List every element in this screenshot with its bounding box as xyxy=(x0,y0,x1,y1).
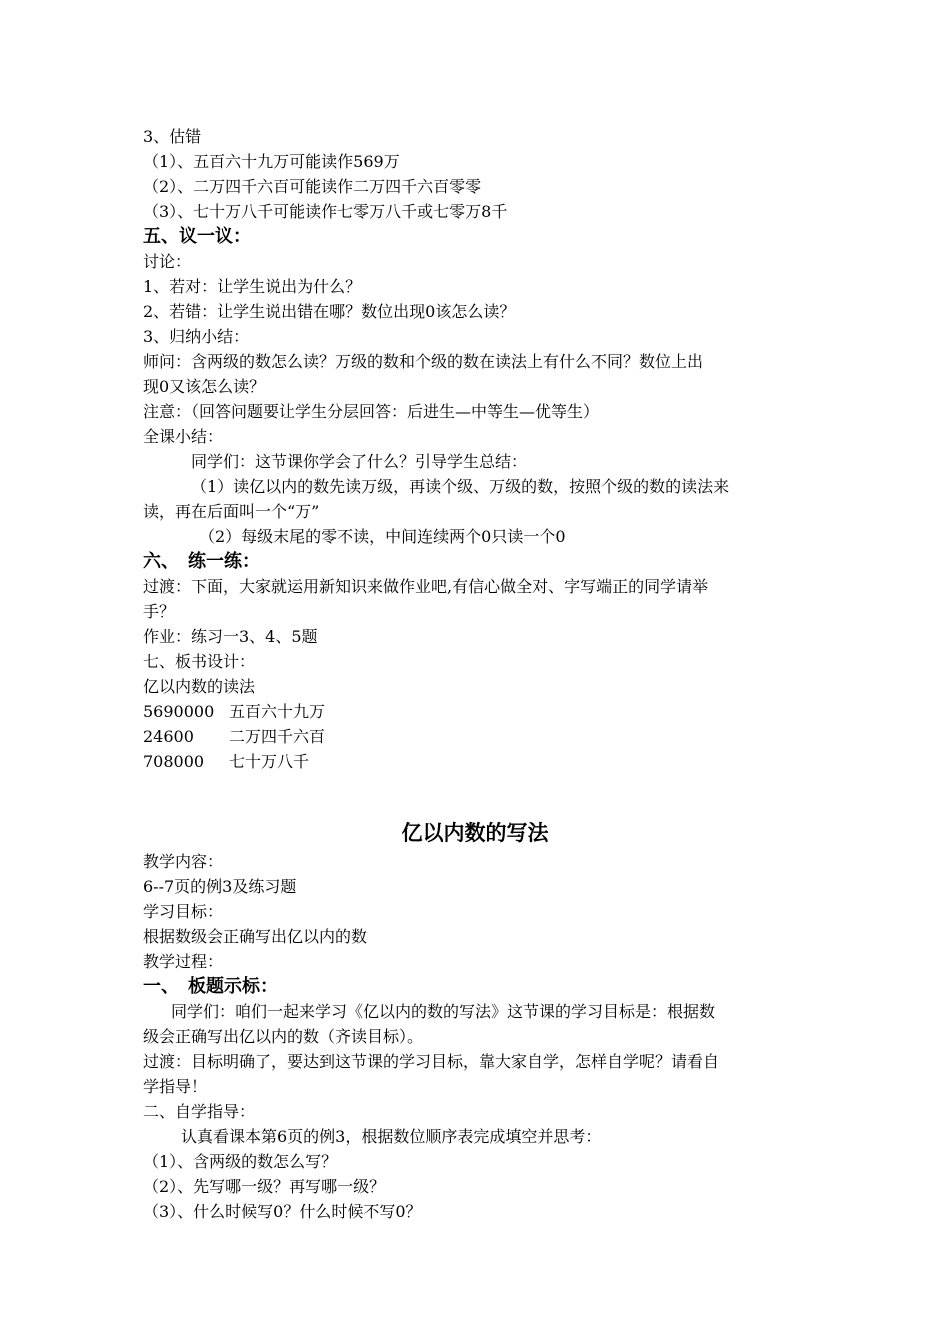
text-line: 手？ xyxy=(143,602,176,621)
section-heading: 六、 练一练： xyxy=(143,551,260,572)
board-row xyxy=(143,699,813,724)
board-number: 24600 xyxy=(143,727,194,746)
text-line: 学指导！ xyxy=(143,1077,208,1096)
text-line: 全课小结： xyxy=(143,427,224,446)
text-line: 讨论： xyxy=(143,252,192,271)
text-line: 同学们：这节课你学会了什么？引导学生总结： xyxy=(191,452,528,471)
text-line: 3、归纳小结： xyxy=(143,327,250,346)
text-line: 6--7页的例3及练习题 xyxy=(143,877,297,896)
lesson-title: 亿以内数的写法 xyxy=(401,821,549,845)
text-line: 教学内容： xyxy=(143,852,224,871)
board-text: 二万四千六百 xyxy=(229,727,326,746)
board-row xyxy=(143,724,813,749)
text-line: （2）每级末尾的零不读，中间连续两个0只读一个0 xyxy=(199,527,566,546)
text-line: 根据数级会正确写出亿以内的数 xyxy=(143,927,368,946)
text-line: 作业：练习一3、4、5题 xyxy=(143,627,318,646)
board-text: 七十万八千 xyxy=(229,752,310,771)
text-line: （1）、五百六十九万可能读作569万 xyxy=(143,152,400,171)
text-line: 级会正确写出亿以内的数（齐读目标）。 xyxy=(143,1027,424,1046)
text-line: 2、若错：让学生说出错在哪？数位出现0该怎么读？ xyxy=(143,302,516,321)
text-line: （2）、二万四千六百可能读作二万四千六百零零 xyxy=(143,177,482,196)
text-line: （2）、先写哪一级？再写哪一级？ xyxy=(143,1177,386,1196)
text-line: （3）、七十万八千可能读作七零万八千或七零万8千 xyxy=(143,202,508,221)
board-number: 708000 xyxy=(143,752,205,771)
text-line: 读，再在后面叫一个“万” xyxy=(143,502,320,521)
section-heading: 一、 板题示标： xyxy=(143,976,278,997)
board-row xyxy=(143,749,813,774)
text-line: （1）读亿以内的数先读万级，再读个级、万级的数，按照个级的数的读法来 xyxy=(191,477,730,496)
text-line: （3）、什么时候写0？什么时候不写0？ xyxy=(143,1202,422,1221)
text-line: 认真看课本第6页的例3，根据数位顺序表完成填空并思考： xyxy=(181,1127,602,1146)
text-line: 同学们：咱们一起来学习《亿以内的数的写法》这节课的学习目标是：根据数 xyxy=(171,1002,716,1021)
text-line: 七、板书设计： xyxy=(143,652,256,671)
section-heading: 五、议一议： xyxy=(143,226,251,247)
text-line: 现0又该怎么读？ xyxy=(143,377,266,396)
text-line: 学习目标： xyxy=(143,902,224,921)
text-line: 二、自学指导： xyxy=(143,1102,256,1121)
text-line: （1）、含两级的数怎么写？ xyxy=(143,1152,338,1171)
text-line: 注意：（回答问题要让学生分层回答：后进生—中等生—优等生） xyxy=(143,402,600,421)
text-line: 1、若对：让学生说出为什么？ xyxy=(143,277,362,296)
board-number: 5690000 xyxy=(143,702,215,721)
text-line: 过渡：下面，大家就运用新知识来做作业吧,有信心做全对、字写端正的同学请举 xyxy=(143,577,709,596)
text-line: 师问：含两级的数怎么读？万级的数和个级的数在读法上有什么不同？数位上出 xyxy=(143,352,704,371)
text-line: 3、估错 xyxy=(143,127,202,146)
text-line: 亿以内数的读法 xyxy=(143,677,256,696)
board-text: 五百六十九万 xyxy=(229,702,326,721)
text-line: 过渡：目标明确了，要达到这节课的学习目标，靠大家自学，怎样自学呢？请看自 xyxy=(143,1052,720,1071)
text-line: 教学过程： xyxy=(143,952,224,971)
